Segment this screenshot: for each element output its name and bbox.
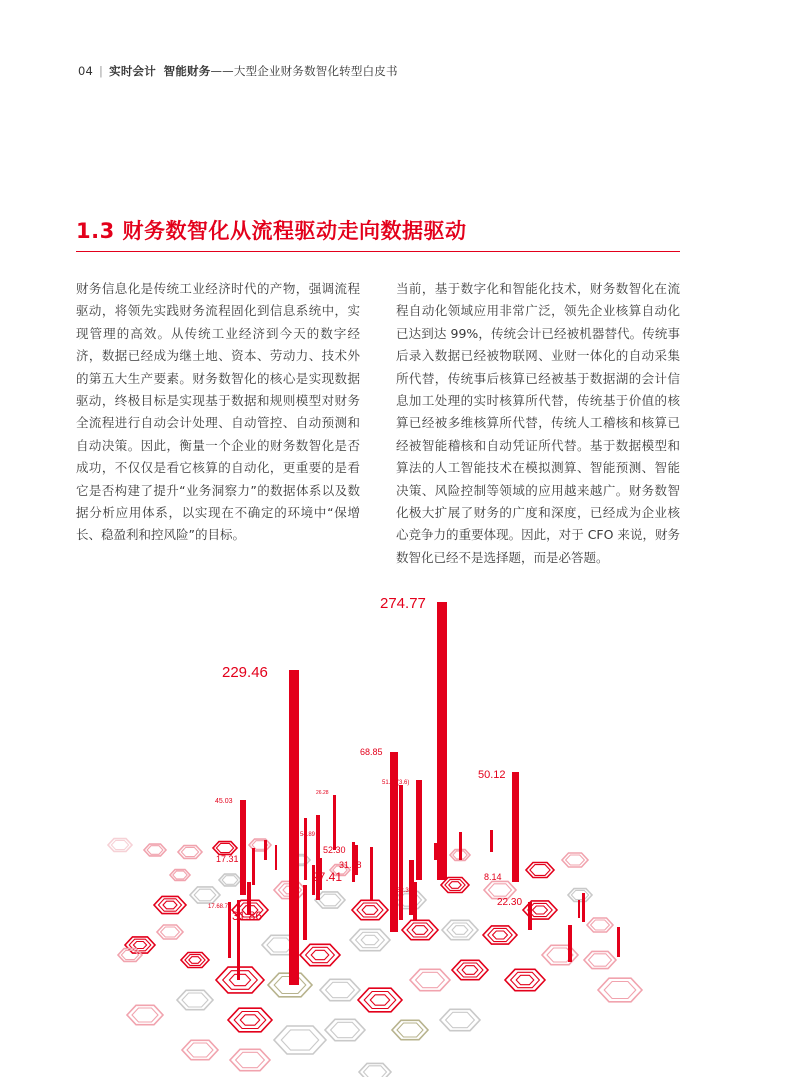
hexagon-tile [462, 966, 478, 975]
hexagon-tile [189, 957, 201, 964]
hexagon-tile [326, 982, 355, 997]
hexagon-tile [181, 847, 198, 856]
hexagon-tile [489, 884, 512, 896]
hexagon-tile [591, 920, 610, 930]
value-label: 229.46 [222, 664, 268, 681]
hexagon-tile [457, 963, 483, 977]
hexagon-tile [407, 923, 433, 937]
hexagon-tile [361, 935, 379, 944]
value-label: 52.30 [323, 845, 346, 855]
hexagon-tile [216, 843, 233, 852]
value-label: 45.03 [215, 798, 233, 805]
hexagon-tile [357, 903, 383, 917]
hexagon-tile [311, 950, 329, 959]
left-paragraph: 财务信息化是传统工业经济时代的产物，强调流程驱动，将领先实践财务流程固化到信息系统中，实现管理的高效。从传统工业经济到今天的数字经济，数据已经成为继土地、资本、劳动力、技术外的第五大生产要素。财务数智化的核心是实现数据驱动，终极目标是实现基于数据和规则模型对财务全流程进行自动会计处理、自动管控、自动预测和自动决策。因此，衡量一个企业的财务数智化是否成功，不仅仅是看它核算的自动化，更重要的是看它是否构建了提升“业务洞察力”的数据体系以及数据分析应用体系，以实现在不确定的环境中“保增长、稳盈利和控风险”的目标。 [76, 281, 360, 543]
hexagon-tile [412, 926, 428, 935]
bar-column [528, 902, 532, 930]
hexagon-tile [446, 1012, 475, 1027]
header-title-part1: 实时会计 [109, 64, 156, 78]
value-label: 22.30 [497, 897, 523, 908]
value-label: 274.77 [380, 595, 426, 612]
value-label: 68.85 [360, 747, 383, 757]
bar-column [568, 925, 572, 962]
hexagon-tile [306, 947, 335, 962]
hexagon-tile [530, 865, 550, 876]
bar-column [252, 848, 255, 885]
bar-column [512, 772, 519, 882]
running-header: 04 | 实时会计 智能财务——大型企业财务数智化转型白皮书 [78, 64, 398, 78]
bar-column [304, 818, 307, 880]
hexagon-tile [416, 972, 445, 987]
bar-column [582, 893, 585, 922]
bar-column [228, 902, 231, 958]
hexagon-tile [566, 855, 585, 865]
value-label: 26.28 [316, 790, 329, 796]
body-column-right [396, 278, 680, 569]
bar-column [416, 780, 422, 880]
hexagon-tile [493, 931, 508, 939]
hexagon-tile [236, 1052, 265, 1067]
hexagon-tile [281, 1030, 318, 1050]
hexagon-tile [161, 927, 180, 937]
hexagon-tile [194, 889, 216, 901]
bar-column [370, 847, 373, 900]
hexagon-tile [187, 1043, 213, 1057]
hexagon-tile [240, 1015, 259, 1025]
bar-column [434, 843, 437, 860]
hexagon-tile [132, 1008, 158, 1022]
hexagon-tile [182, 993, 208, 1007]
value-label: 8.14 [484, 872, 502, 882]
body-column-left [76, 278, 360, 547]
bar-column [578, 900, 580, 918]
value-label: 54.89 [300, 832, 316, 838]
data-visualization-illustration [0, 560, 793, 1077]
bar-columns [228, 602, 620, 985]
hexagon-tile [319, 894, 341, 906]
hexagon-tile [147, 846, 163, 855]
hexagon-tile [222, 876, 238, 885]
hexagon-tile [133, 942, 146, 949]
hexagon-tile [447, 923, 473, 937]
bar-column [289, 670, 299, 985]
hexagon-tile [362, 906, 378, 915]
bar-column [264, 840, 267, 860]
value-label: 17.31 [216, 854, 239, 864]
value-label: 50.12 [478, 769, 506, 781]
hexagon-tile [121, 950, 138, 959]
hexagon-tile [331, 1022, 360, 1037]
right-paragraph: 当前，基于数字化和智能化技术，财务数智化在流程自动化领域应用非常广泛，领先企业核算自动化已达到达 99%，传统会计已经被机器替代。传统事后录入数据已经被物联网、业财一体化的自动采集所代替，传统事后核算已经被基于数据湖的会计信息加工处理的实时核算所代替，传统基于价值的核算已经被多维核算所代替，传统人工稽核和核算已经被智能稽核和自动凭证所代替。基于数据模型和算法的人工智能技术在模拟测算、智能预测、智能决策、风险控制等领域的应用越来越广。财务数智化极大扩展了财务的广度和深度，已经成为企业核心竞争力的重要体现。因此，对于 CFO 来说，财务数智化已经不是选择题，而是必答题。 [396, 281, 680, 565]
section-divider [76, 251, 680, 252]
hexagon-tile [604, 982, 636, 999]
bar-column [275, 845, 277, 870]
bar-column [399, 785, 403, 920]
hexagon-tile [533, 906, 548, 914]
hexagon-tile [589, 954, 612, 966]
hexagon-tile [516, 975, 534, 984]
page-number: 04 [78, 64, 94, 78]
value-label: 17.68.72 [208, 904, 232, 910]
hexagon-field [108, 839, 642, 1077]
hexagon-tile [571, 890, 588, 899]
section-title: 1.3 财务数智化从流程驱动走向数据驱动 [76, 219, 467, 243]
hexagon-tile [370, 995, 389, 1005]
value-label: 27.41 [312, 870, 343, 884]
hexagon-tile [163, 901, 177, 909]
hexagon-tile [173, 871, 187, 879]
hexagon-tile [364, 1066, 387, 1077]
bar-column [333, 795, 336, 850]
header-title-rest: ——大型企业财务数智化转型白皮书 [210, 64, 398, 78]
hexagon-tile [111, 840, 128, 849]
hexagon-tile [449, 882, 461, 889]
hexagon-tile [452, 926, 468, 935]
hexagon-tile [397, 1023, 423, 1037]
hexagon-tile [234, 1012, 266, 1029]
bar-column [617, 927, 620, 957]
value-labels [208, 595, 522, 923]
value-label: 31.86 [232, 909, 263, 923]
value-label: 31.58 [339, 860, 362, 870]
bar-column [303, 885, 307, 940]
hexagon-tile [488, 928, 512, 941]
hexagon-tile [364, 992, 396, 1009]
hexagon-tile [356, 932, 385, 947]
value-label: 62.30 [397, 888, 413, 894]
bar-column [413, 882, 417, 920]
bar-column [490, 830, 493, 852]
bar-column [437, 602, 447, 880]
bar-column [459, 832, 462, 860]
hexagon-tile [511, 972, 540, 987]
bar-column [390, 752, 398, 932]
bar-column [240, 800, 246, 895]
header-title-part2: 智能财务 [163, 64, 211, 78]
value-label: 51.43(3.6) [382, 780, 410, 786]
